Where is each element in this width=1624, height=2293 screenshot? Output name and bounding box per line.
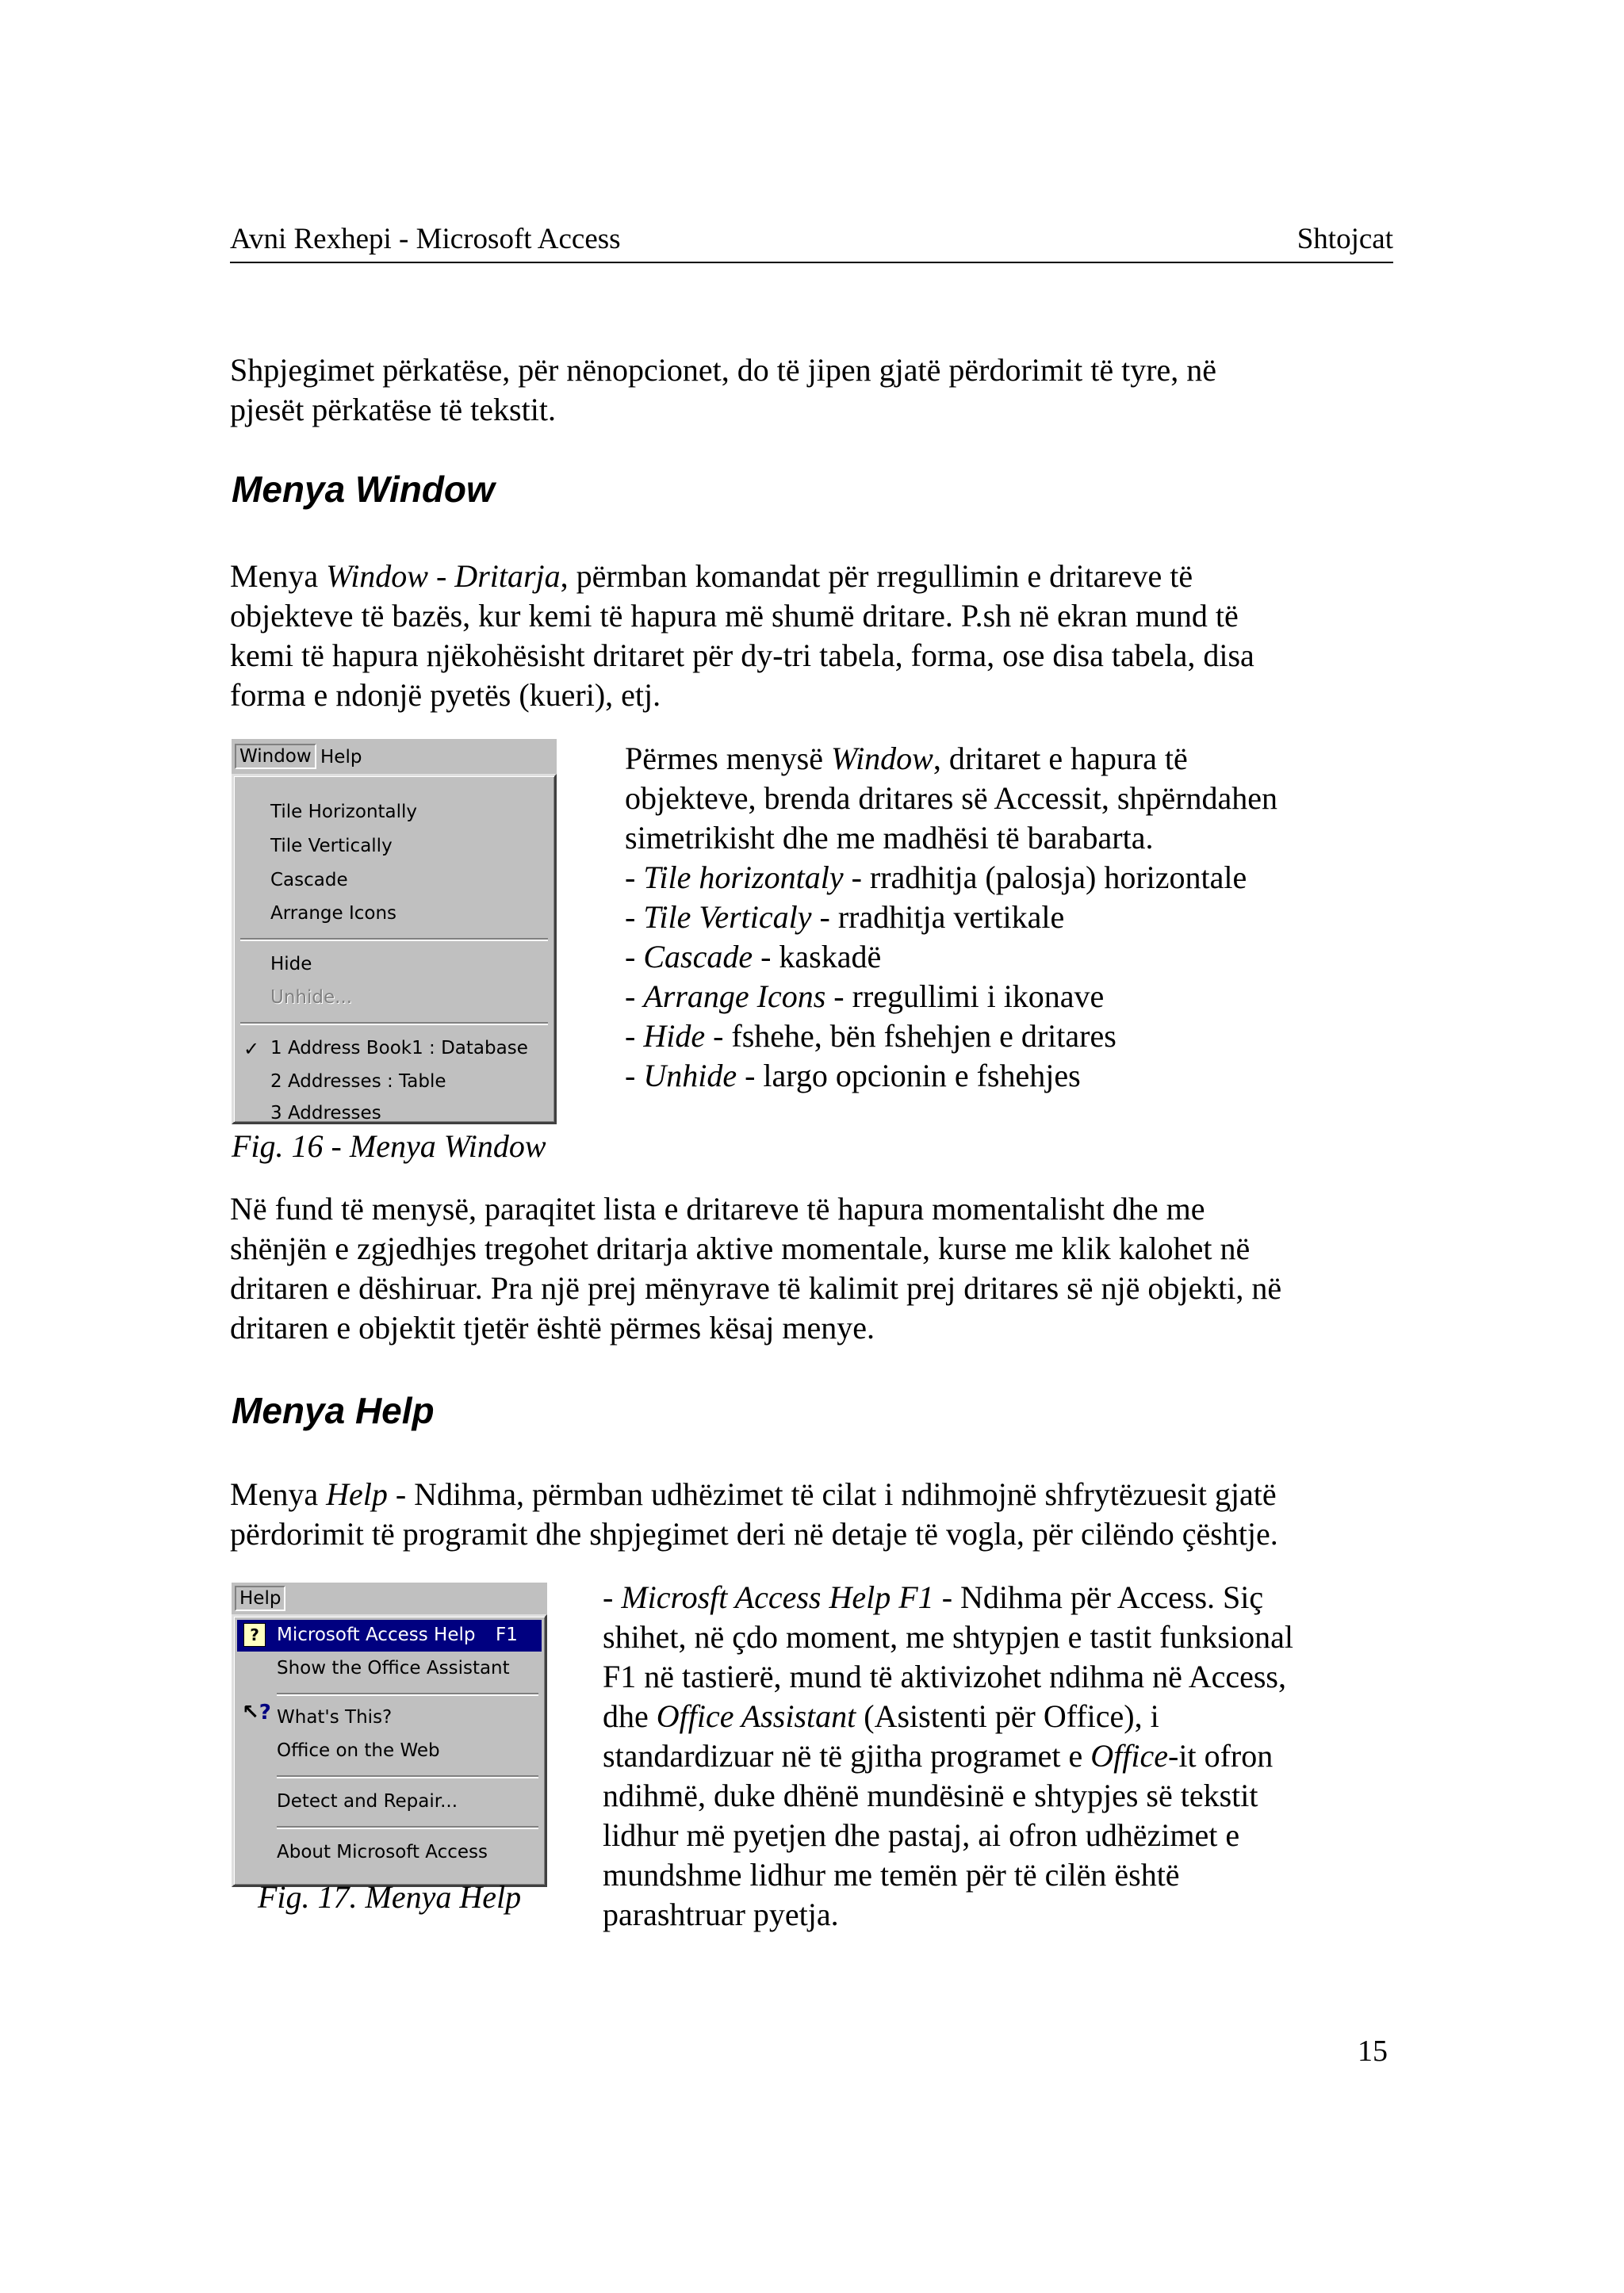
menu-item-detect-repair[interactable]: Detect and Repair... — [277, 1791, 458, 1812]
window-command-item: - Tile horizontaly - rradhitja (palosja) horizontale — [625, 859, 1247, 895]
window-command-item: - Arrange Icons - rregullimi i ikonave — [625, 978, 1105, 1014]
menu-separator — [277, 1826, 538, 1829]
menu-separator — [240, 938, 548, 941]
page-number: 15 — [1358, 2035, 1388, 2068]
menu-item-office-web[interactable]: Office on the Web — [277, 1740, 440, 1761]
window-menu-screenshot — [232, 737, 557, 1124]
window-command-list — [625, 858, 1386, 1096]
help-question-icon: ? — [243, 1623, 266, 1647]
figure-17-caption: Fig. 17. Menya Help — [258, 1879, 522, 1915]
menu-item-shortcut: F1 — [496, 1625, 518, 1645]
menu-item-access-help[interactable]: Microsoft Access Help — [277, 1625, 476, 1645]
running-header-right: Shtojcat — [1297, 223, 1393, 255]
whats-this-icon: ↖? — [242, 1701, 271, 1725]
heading-menya-window: Menya Window — [232, 469, 495, 510]
menu-separator — [240, 1022, 548, 1025]
help-menu-screenshot — [232, 1581, 547, 1887]
window-dropdown — [232, 774, 557, 1124]
menu-item-cascade[interactable]: Cascade — [270, 870, 348, 890]
menu-item-whats-this[interactable]: What's This? — [277, 1707, 393, 1728]
heading-menya-help: Menya Help — [232, 1390, 435, 1431]
menu-help[interactable]: Help — [320, 747, 362, 768]
help-side-text: - Microsft Access Help F1 - Ndihma për Access. Siç shihet, në çdo moment, me shtypjen e tastit funksional F1 në tastierë, mund të aktivizohet ndihma në Access, dhe Office Assistant (Asistenti për Office), i standardizuar në të gjitha programet e Office-it ofron ndihmë, duke dhënë mundësinë e shtypjes së tekstit lidhur më pyetjen dhe pastaj, ai ofron udhëzimet e mundshme lidhur me temën për të cilën është parashtruar pyetja. — [603, 1579, 1293, 1932]
menu-separator — [277, 1775, 538, 1778]
menu-item-window-3[interactable]: 3 Addresses — [270, 1103, 381, 1124]
menu-item-arrange-icons[interactable]: Arrange Icons — [270, 903, 397, 924]
figure-16-caption: Fig. 16 - Menya Window — [232, 1128, 546, 1164]
window-side-text: Përmes menysë Window, dritaret e hapura të objekteve, brenda dritares së Accessit, shpërndahen simetrikisht dhe me madhësi të barabarta. — [625, 741, 1278, 856]
menu-window[interactable]: Window — [235, 744, 316, 769]
menu-item-window-2[interactable]: 2 Addresses : Table — [270, 1071, 446, 1092]
menu-item-window-1[interactable]: 1 Address Book1 : Database — [270, 1038, 528, 1058]
intro-paragraph: Shpjegimet përkatëse, për nënopcionet, do të jipen gjatë përdorimit të tyre, në pjesët përkatëse të tekstit. — [230, 352, 1217, 427]
menu-item-hide[interactable]: Hide — [270, 954, 312, 974]
window-command-item: - Cascade - kaskadë — [625, 939, 882, 974]
window-paragraph-2: Në fund të menysë, paraqitet lista e dritareve të hapura momentalisht dhe me shënjën e zgjedhjes tregohet dritarja aktive momentale, kurse me klik kalohet në dritaren e dëshiruar. Pra një prej mënyrave të kalimit prej dritares së një objekti, në dritaren e objektit tjetër është përmes kësaj menye. — [230, 1191, 1282, 1346]
menu-item-about-access[interactable]: About Microsoft Access — [277, 1842, 488, 1862]
checkmark-icon: ✓ — [243, 1038, 260, 1060]
help-dropdown — [232, 1614, 547, 1887]
running-header-left: Avni Rexhepi - Microsoft Access — [230, 223, 621, 255]
menu-item-tile-horizontally[interactable]: Tile Horizontally — [270, 802, 418, 822]
menu-separator — [277, 1693, 538, 1696]
help-paragraph-1: Menya Help - Ndihma, përmban udhëzimet të cilat i ndihmojnë shfrytëzuesit gjatë përdorimit të programit dhe shpjegimet deri në detaje të vogla, për cilëndo çështje. — [230, 1476, 1278, 1552]
window-command-item: - Hide - fshehe, bën fshehjen e dritares — [625, 1018, 1116, 1054]
menu-item-tile-vertically[interactable]: Tile Vertically — [270, 836, 393, 856]
window-command-item: - Unhide - largo opcionin e fshehjes — [625, 1058, 1081, 1093]
window-menubar — [232, 739, 557, 774]
window-paragraph-1: Menya Window - Dritarja, përmban komandat për rregullimin e dritareve të objekteve të bazës, kur kemi të hapura më shumë dritare. P.sh në ekran mund të kemi të hapura njëkohësisht dritaret për dy-tri tabela, forma, ose disa tabela, disa forma e ndonjë pyetës (kueri), etj. — [230, 558, 1254, 713]
menu-item-unhide: Unhide... — [270, 987, 353, 1008]
menu-help[interactable]: Help — [235, 1586, 285, 1611]
header-rule — [230, 262, 1393, 263]
window-command-item: - Tile Verticaly - rradhitja vertikale — [625, 899, 1065, 935]
menu-item-office-assistant[interactable]: Show the Office Assistant — [277, 1658, 510, 1679]
help-menubar — [232, 1583, 547, 1614]
